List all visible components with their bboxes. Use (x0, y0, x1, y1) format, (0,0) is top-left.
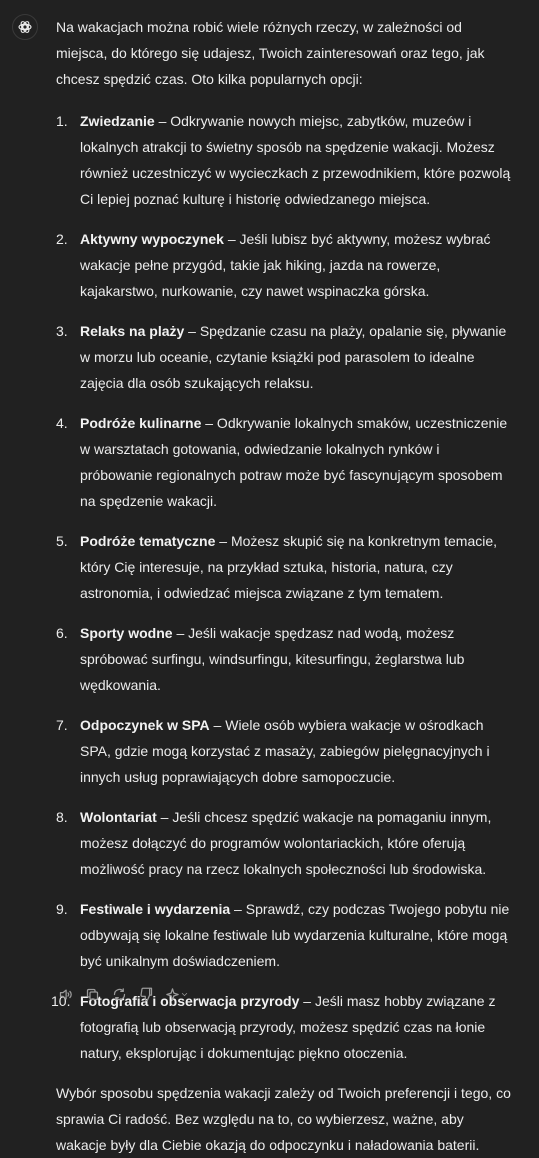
list-item (56, 896, 512, 974)
list-item (56, 804, 512, 882)
list-number: 3. (56, 323, 68, 339)
list-number: 8. (56, 809, 68, 825)
message-actions (56, 985, 190, 1003)
read-aloud-button[interactable] (56, 985, 74, 1003)
list-item-text: – Możesz skupić się na konkretnym temacie, który Cię interesuje, na przykład sztuka, historia, natura, czy astronomia, i odwiedzać miejsca związane z tym tematem. (80, 533, 498, 601)
openai-logo-icon (17, 19, 33, 35)
list-item-title: Zwiedzanie (80, 113, 155, 129)
list-number: 10. (51, 993, 71, 1009)
copy-button[interactable] (83, 985, 101, 1003)
chevron-down-icon (180, 990, 189, 999)
list-number: 7. (56, 717, 68, 733)
list-item-text: – Jeśli masz hobby związane z fotografią lub obserwacją przyrody, możesz spędzić czas na łonie natury, eksplorując i dokumentując piękno otoczenia. (80, 993, 496, 1061)
list-item-title: Podróże kulinarne (80, 415, 202, 431)
list-number: 2. (56, 231, 68, 247)
list-item-text: – Sprawdź, czy podczas Twojego pobytu nie odbywają się lokalne festiwale lub wydarzenia kulturalne, które mogą być unikalnym doświadczeniem. (80, 901, 510, 969)
list-item-text: – Odkrywanie lokalnych smaków, uczestniczenie w warsztatach gotowania, odwiedzanie lokalnych rynków i próbowanie regionalnych potraw może być fascynującym sposobem na spędzenie wakacji. (80, 415, 508, 509)
list-item-title: Fotografia i obserwacja przyrody (80, 993, 300, 1009)
list-item (56, 712, 512, 790)
list-number: 1. (56, 113, 68, 129)
sparkle-icon (165, 987, 180, 1002)
change-model-button[interactable] (164, 985, 190, 1003)
read-aloud-icon (58, 987, 73, 1002)
list-item-text: – Jeśli lubisz być aktywny, możesz wybrać wakacje pełne przygód, takie jak hiking, jazda na rowerze, kajakarstwo, nurkowanie, czy nawet wspinaczka górska. (80, 231, 491, 299)
list-item-text: – Spędzanie czasu na plaży, opalanie się, pływanie w morzu lub oceanie, czytanie książki pod parasolem to idealne zajęcia dla osób szukających relaksu. (80, 323, 507, 391)
list-number: 4. (56, 415, 68, 431)
list-item-title: Podróże tematyczne (80, 533, 216, 549)
list-item (56, 528, 512, 606)
list-number: 5. (56, 533, 68, 549)
list-item-title: Festiwale i wydarzenia (80, 901, 231, 917)
list-number: 6. (56, 625, 68, 641)
list-item-text: – Jeśli wakacje spędzasz nad wodą, możesz spróbować surfingu, windsurfingu, kitesurfingu, żeglarstwa lub wędkowania. (80, 625, 465, 693)
thumbs-down-icon (139, 987, 154, 1002)
list-number: 9. (56, 901, 68, 917)
options-list (51, 108, 512, 1066)
list-item-text: – Jeśli chcesz spędzić wakacje na pomaganiu innym, możesz dołączyć do programów wolontariackich, które oferują możliwość pracy na rzecz lokalnych społeczności lub środowiska. (80, 809, 492, 877)
list-item-text: – Odkrywanie nowych miejsc, zabytków, muzeów i lokalnych atrakcji to świetny sposób na spędzenie wakacji. Możesz również uczestniczyć w wycieczkach z przewodnikiem, które pozwolą Ci lepiej poznać kulturę i historię odwiedzanego miejsca. (80, 113, 511, 207)
list-item-title: Odpoczynek w SPA (80, 717, 210, 733)
regenerate-button[interactable] (110, 985, 128, 1003)
list-item-title: Sporty wodne (80, 625, 173, 641)
copy-icon (85, 987, 100, 1002)
list-item-text: – Wiele osób wybiera wakacje w ośrodkach SPA, gdzie mogą korzystać z masaży, zabiegów pielęgnacyjnych i innych usług poprawiających dobre samopoczucie. (80, 717, 490, 785)
assistant-avatar (12, 14, 38, 40)
list-item (56, 620, 512, 698)
regenerate-icon (112, 987, 127, 1002)
message-outro: Wybór sposobu spędzenia wakacji zależy od Twoich preferencji i tego, co sprawia Ci radość. Bez względu na to, co wybierzesz, ważne, aby wakacje były dla Ciebie okazją do odpoczynku i naładowania baterii. (56, 1085, 511, 1153)
list-item-title: Wolontariat (80, 809, 157, 825)
list-item-title: Relaks na plaży (80, 323, 185, 339)
bad-response-button[interactable] (137, 985, 155, 1003)
list-item (56, 318, 512, 396)
list-item (56, 226, 512, 304)
list-item-title: Aktywny wypoczynek (80, 231, 224, 247)
list-item (56, 410, 512, 514)
message-intro: Na wakacjach można robić wiele różnych rzeczy, w zależności od miejsca, do którego się udajesz, Twoich zainteresowań oraz tego, jak chcesz spędzić czas. Oto kilka popularnych opcji: (56, 19, 485, 87)
list-item (56, 108, 512, 212)
